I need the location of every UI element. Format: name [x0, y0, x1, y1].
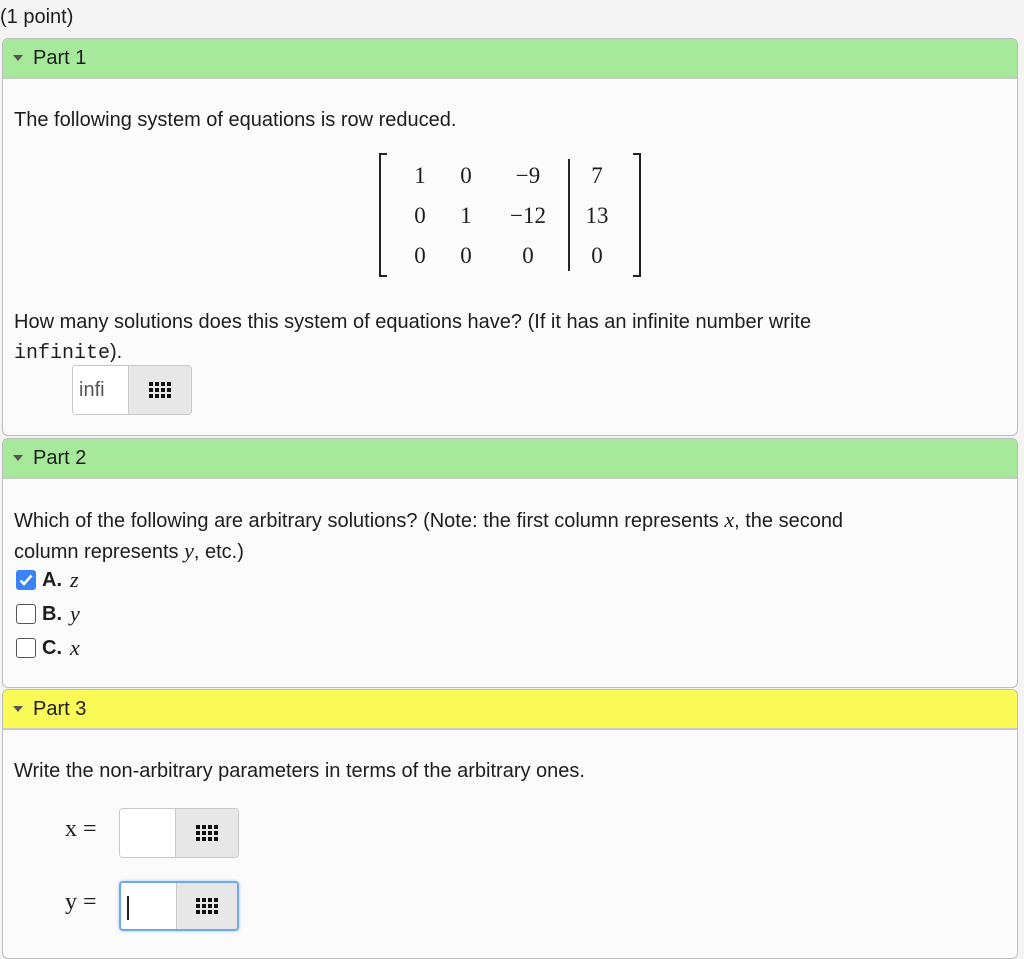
var-y: y	[184, 538, 194, 563]
matrix-cell: 0	[591, 243, 603, 268]
solutions-input[interactable]: infi	[73, 366, 128, 414]
matrix-cell: 7	[591, 163, 603, 188]
option-letter: C.	[42, 636, 62, 659]
x-input[interactable]	[120, 809, 175, 857]
y-equals-label: y =	[65, 889, 97, 915]
matrix-cell: 0	[522, 243, 534, 268]
question-end: ).	[110, 341, 123, 363]
y-answer-box	[119, 881, 239, 931]
y-input[interactable]	[121, 883, 176, 929]
part-2-header[interactable]	[3, 439, 1017, 479]
option-var: x	[70, 635, 80, 660]
question-text: Which of the following are arbitrary solutions? (Note: the first column represents	[14, 510, 719, 532]
x-equals-label: x =	[65, 816, 97, 842]
matrix-cell: 0	[460, 163, 472, 188]
matrix-cell: 0	[414, 243, 426, 268]
matrix-cell: 1	[414, 163, 426, 188]
option-var: z	[70, 567, 79, 592]
part-1-panel	[2, 38, 1018, 436]
matrix-left-bracket	[379, 153, 387, 277]
matrix-cell: −12	[510, 203, 546, 228]
part-1-header[interactable]	[3, 39, 1017, 79]
keyboard-grid-icon	[196, 898, 218, 914]
option-a-checkbox[interactable]	[16, 570, 36, 590]
part-3-panel	[2, 689, 1018, 959]
points-label: (1 point)	[0, 6, 74, 28]
collapse-triangle-icon	[13, 706, 23, 712]
matrix-cell: 0	[414, 203, 426, 228]
part-1-intro: The following system of equations is row reduced.	[14, 109, 457, 131]
part-2-title: Part 2	[33, 446, 87, 469]
option-letter: A.	[42, 568, 62, 591]
text-cursor	[127, 896, 129, 920]
part-3-title: Part 3	[33, 697, 87, 720]
option-c-checkbox[interactable]	[16, 638, 36, 658]
part-2-panel	[2, 438, 1018, 688]
matrix-cell: 1	[460, 203, 472, 228]
collapse-triangle-icon	[13, 55, 23, 61]
augmented-matrix	[379, 153, 641, 279]
math-keyboard-button[interactable]	[128, 366, 191, 414]
part-1-question	[14, 307, 1004, 369]
question-text-c: column represents	[14, 541, 179, 563]
var-x: x	[724, 507, 735, 532]
part-3-intro: Write the non-arbitrary parameters in terms of the arbitrary ones.	[14, 760, 585, 782]
matrix-cell: 13	[585, 203, 609, 228]
question-text-d: , etc.)	[193, 541, 244, 563]
keyboard-grid-icon	[149, 382, 171, 398]
matrix-augment-bar	[568, 159, 570, 271]
x-answer-box	[119, 808, 239, 858]
keyboard-grid-icon	[196, 825, 218, 841]
matrix-right-bracket	[633, 153, 641, 277]
option-a[interactable]	[16, 567, 79, 593]
option-b[interactable]	[16, 601, 80, 627]
infinite-code: infinite	[14, 342, 111, 365]
option-var: y	[70, 601, 80, 626]
math-keyboard-button[interactable]	[176, 883, 237, 929]
question-text-b: , the second	[734, 510, 844, 532]
math-keyboard-button[interactable]	[175, 809, 238, 857]
matrix-cell: −9	[515, 163, 541, 188]
part-2-question	[14, 505, 1009, 567]
part-1-title: Part 1	[33, 46, 87, 69]
option-letter: B.	[42, 602, 62, 625]
solutions-answer-box	[72, 365, 192, 415]
matrix-cell: 0	[460, 243, 472, 268]
option-c[interactable]	[16, 635, 80, 661]
collapse-triangle-icon	[13, 455, 23, 461]
question-text: How many solutions does this system of equations have? (If it has an infinite number write	[14, 311, 812, 333]
option-b-checkbox[interactable]	[16, 604, 36, 624]
part-3-header[interactable]	[3, 690, 1017, 730]
check-icon	[19, 574, 33, 586]
